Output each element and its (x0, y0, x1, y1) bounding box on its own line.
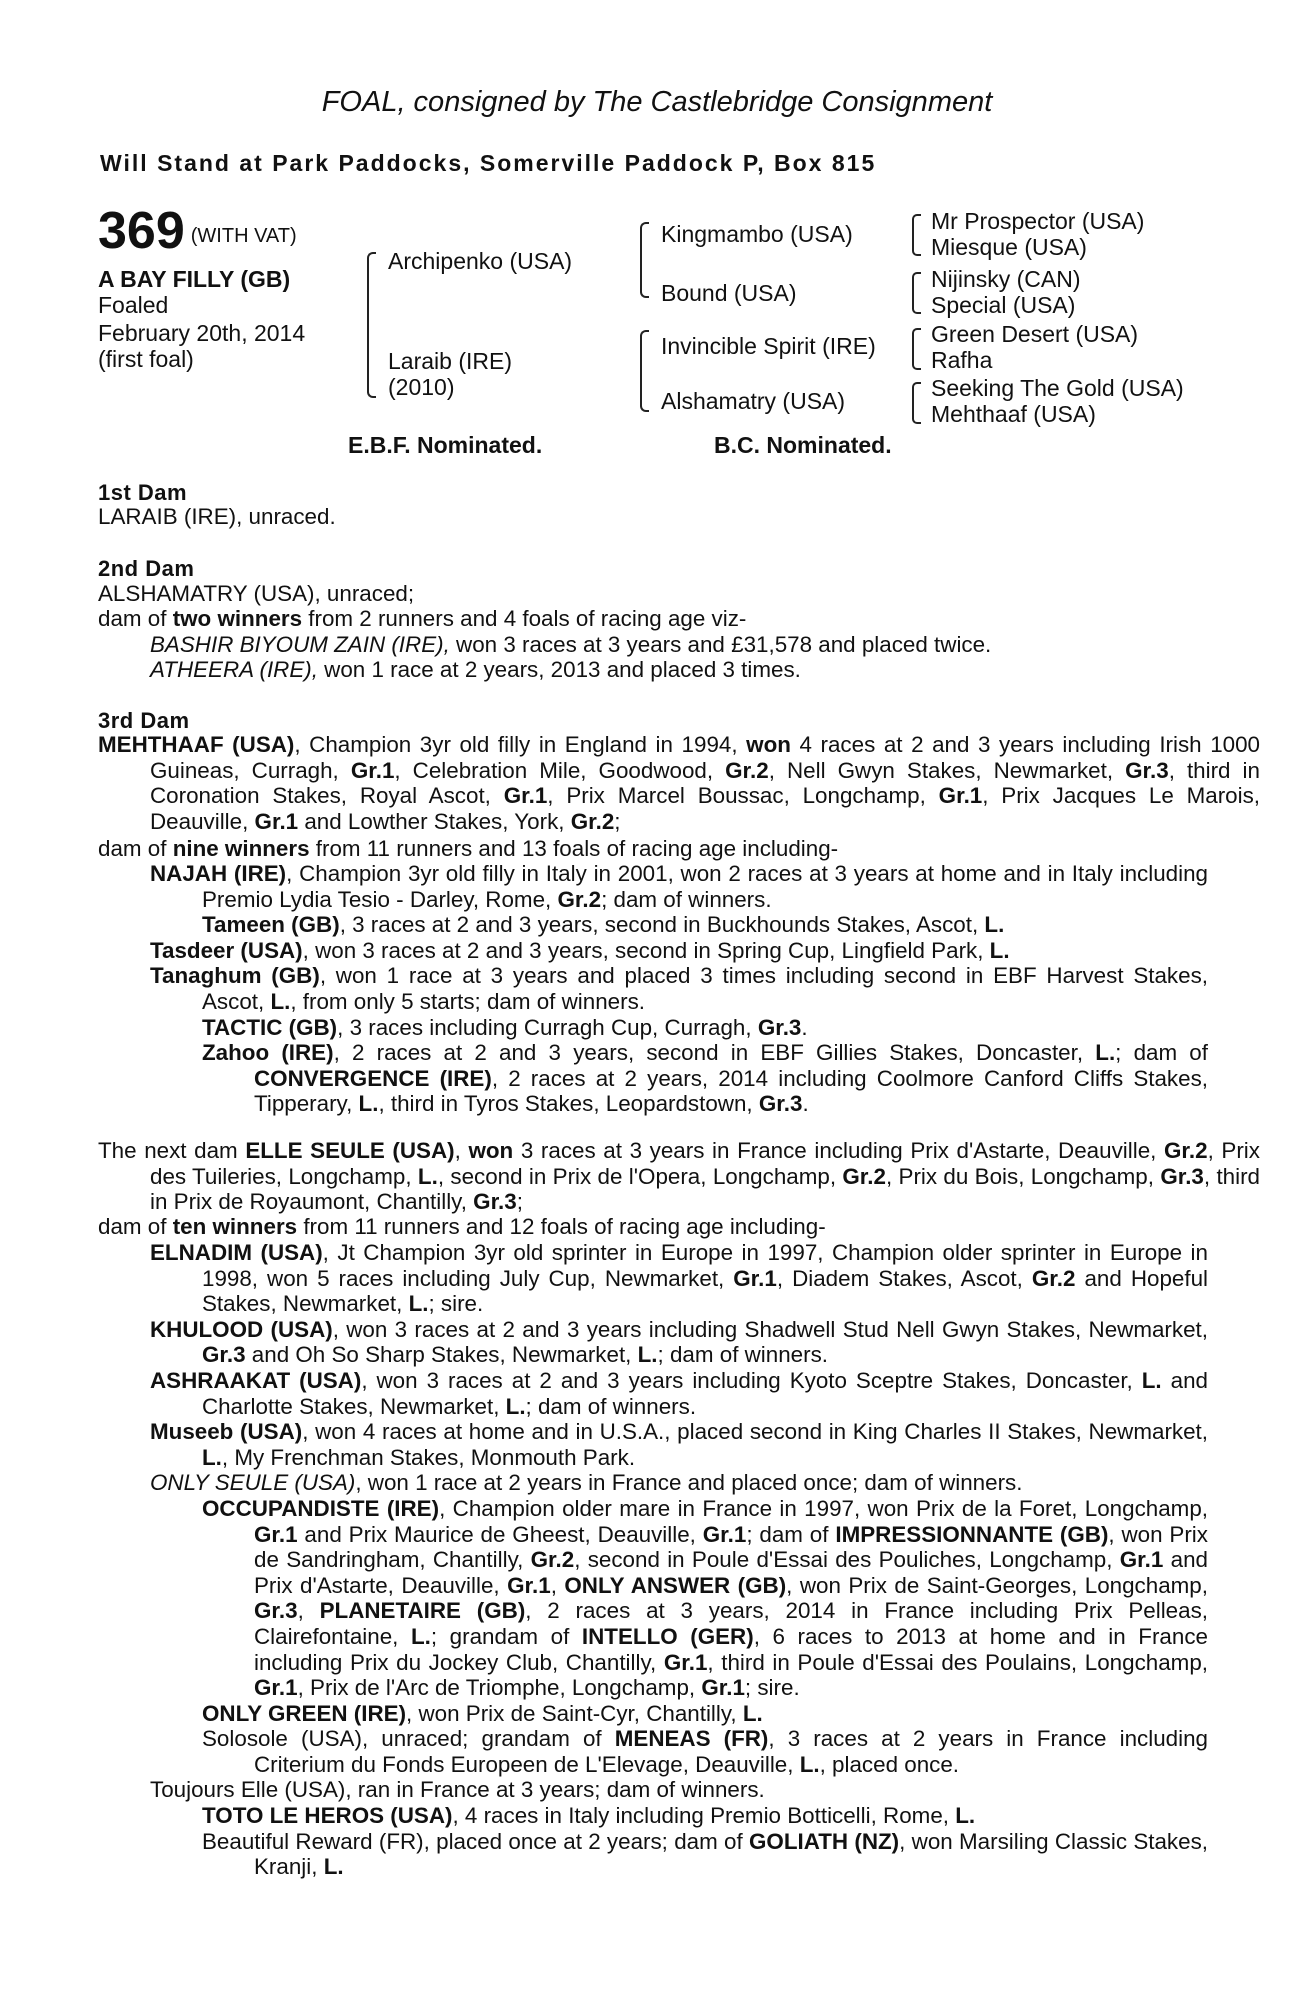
text-run: IMPRESSIONNANTE (GB) (835, 1521, 1109, 1547)
dam3-progeny-0 (98, 861, 1208, 912)
pedigree-gen3-1: Miesque (USA) (931, 234, 1087, 260)
text-run: Gr.3 (1160, 1163, 1204, 1189)
text-run: , 3 races at 2 and 3 years, second in Buckhounds Stakes, Ascot, (339, 912, 985, 938)
text-run: , (297, 1598, 320, 1624)
text-run: ; sire. (428, 1291, 484, 1317)
text-run: Gr.1 (350, 757, 395, 783)
text-run: dam of (98, 836, 173, 861)
text-run: Gr.1 (254, 1521, 298, 1547)
pedigree-sire: Archipenko (USA) (388, 248, 573, 274)
gen3-bracket-3 (912, 328, 921, 370)
text-run: , won Prix de Sandringham, Chantilly, (254, 1521, 1208, 1573)
text-run: Gr.1 (503, 783, 548, 809)
nextdam-progeny-0 (98, 1240, 1208, 1317)
text-run: L. (799, 1751, 820, 1777)
text-run: , Champion 3yr old filly in England in 1994, (294, 732, 747, 757)
text-run: and Prix d'Astarte, Deauville, (254, 1547, 1208, 1598)
text-run: , third in Prix de Royaumont, Chantilly, (150, 1163, 1260, 1215)
text-run: ; dam of (746, 1521, 836, 1547)
text-run: Gr.2 (530, 1547, 575, 1573)
nextdam-progeny-1 (98, 1317, 1208, 1368)
text-run: Gr.1 (702, 1521, 747, 1547)
nextdam-progeny-5 (98, 1496, 1208, 1701)
text-run: Museeb (USA) (150, 1419, 303, 1445)
pedigree-gen3-5: Rafha (931, 347, 993, 373)
sire-dam-bracket (367, 252, 376, 398)
text-run: Gr.1 (938, 783, 983, 809)
text-run: Gr.3 (254, 1598, 298, 1624)
dam3-damof (98, 836, 1208, 862)
text-run: L. (984, 912, 1005, 938)
text-run: , won Marsiling Classic Stakes, Kranji, (254, 1828, 1208, 1880)
dam1-text: LARAIB (IRE), unraced. (98, 504, 336, 529)
foal-note: (first foal) (98, 346, 194, 372)
text-run: Zahoo (IRE) (202, 1040, 334, 1066)
text-run: Solosole (USA), unraced; grandam of (202, 1726, 615, 1752)
text-run: and Lowther Stakes, York, (298, 808, 571, 834)
text-run: , won 4 races at home and in U.S.A., placed second in King Charles II Stakes, Newmarket, (302, 1419, 1208, 1445)
dam3-progeny-1 (98, 912, 1208, 938)
text-run: KHULOOD (USA) (150, 1316, 333, 1342)
text-run: Gr.1 (663, 1649, 708, 1675)
text-run: Gr.3 (202, 1342, 246, 1368)
text-run: ; sire. (744, 1675, 800, 1701)
dam3-heading: 3rd Dam (98, 708, 190, 733)
nextdam-progeny-10 (98, 1829, 1208, 1880)
text-run: TACTIC (GB) (202, 1014, 338, 1040)
text-run: MEHTHAAF (USA) (98, 732, 295, 757)
stand-location: Will Stand at Park Paddocks, Somerville Paddock P, Box 815 (100, 150, 877, 176)
text-run: . (801, 1014, 808, 1040)
text-run: , Prix du Bois, Longchamp, (885, 1163, 1161, 1189)
text-run: Gr.1 (254, 1675, 298, 1701)
text-run: won (746, 732, 791, 757)
foaled-label: Foaled (98, 292, 169, 318)
pedigree-gen3-6: Seeking The Gold (USA) (931, 375, 1184, 401)
text-run: Toujours Elle (USA), ran in France at 3 years; dam of winners. (150, 1777, 765, 1803)
text-run: ASHRAAKAT (USA) (150, 1367, 362, 1393)
text-run: from 11 runners and 12 foals of racing age including- (297, 1214, 826, 1239)
text-run: , second in Prix de l'Opera, Longchamp, (437, 1163, 843, 1189)
lot-number: 369 (98, 202, 185, 260)
text-run: , Jt Champion 3yr old sprinter in Europe in 1997, Champion older sprinter in Europe in 1998, won 5 races including July Cup, Newmarket, (202, 1240, 1208, 1291)
bc-nominated: B.C. Nominated. (714, 432, 892, 458)
text-run: Tasdeer (USA) (150, 937, 303, 963)
text-run: , 2 races at 3 years, 2014 in France including Prix Pelleas, Clairefontaine, (254, 1598, 1208, 1649)
text-run: , won 3 races at 2 and 3 years including Kyoto Sceptre Stakes, Doncaster, (361, 1367, 1142, 1393)
text-run: , 2 races at 2 years, 2014 including Coolmore Canford Cliffs Stakes, Tipperary, (254, 1065, 1208, 1117)
text-run: won (468, 1138, 514, 1163)
text-run: dam of (98, 1214, 173, 1239)
text-run: Gr.1 (507, 1572, 551, 1598)
text-run: , 3 races at 2 years in France including Criterium du Fonds Europeen de L'Elevage, Deauville, (254, 1726, 1208, 1777)
text-run: L. (270, 988, 291, 1014)
text-run: , third in Poule d'Essai des Poulains, Longchamp, (707, 1649, 1208, 1675)
text-run: from 11 runners and 13 foals of racing age including- (309, 836, 839, 861)
text-run: , placed once. (819, 1751, 960, 1777)
pedigree-dam: Laraib (IRE) (388, 348, 512, 374)
text-run: ten winners (172, 1214, 298, 1239)
text-run: , Champion older mare in France in 1997, won Prix de la Foret, Longchamp, (439, 1495, 1208, 1521)
lot-number-row (98, 202, 297, 260)
text-run: , Prix Jacques Le Marois, Deauville, (150, 783, 1260, 834)
text-run: L. (323, 1854, 344, 1880)
text-run: Gr.2 (1031, 1265, 1076, 1291)
text-run: ELNADIM (USA) (150, 1240, 323, 1265)
gen3-bracket-2 (912, 272, 921, 314)
text-run: L. (408, 1291, 429, 1317)
text-run: L. (742, 1700, 763, 1726)
text-run: ELLE SEULE (USA) (245, 1138, 455, 1163)
text-run: OCCUPANDISTE (IRE) (202, 1495, 440, 1521)
text-run: , (454, 1138, 469, 1163)
pedigree-gen2-0: Kingmambo (USA) (661, 221, 853, 247)
text-run: and Hopeful Stakes, Newmarket, (202, 1265, 1209, 1317)
text-run: Gr.2 (842, 1163, 886, 1189)
text-run: The next dam (98, 1138, 246, 1163)
text-run: L. (417, 1163, 438, 1189)
gen3-bracket-1 (912, 214, 921, 256)
dam2-progeny-1-name: BASHIR BIYOUM ZAIN (IRE), (150, 632, 450, 657)
text-run: Gr.2 (557, 886, 602, 912)
text-run: , won 1 race at 2 years in France and placed once; dam of winners. (355, 1470, 1023, 1496)
text-run: . (802, 1091, 809, 1117)
text-run: , Celebration Mile, Goodwood, (394, 757, 726, 783)
text-run: Tameen (GB) (202, 912, 340, 938)
text-run: L. (989, 937, 1010, 963)
text-run: 4 races at 2 and 3 years including Irish 1000 Guineas, Curragh, (150, 732, 1260, 783)
text-run: NAJAH (IRE) (150, 861, 287, 886)
text-run: ; dam of winners. (525, 1393, 697, 1419)
ebf-nominated: E.B.F. Nominated. (348, 432, 543, 458)
text-run: ; grandam of (430, 1623, 582, 1649)
text-run: ; dam of (1115, 1040, 1208, 1066)
dam-parents-bracket (640, 330, 649, 412)
text-run: Gr.1 (733, 1265, 777, 1291)
text-run: , 2 races at 2 and 3 years, second in EBF Gillies Stakes, Doncaster, (333, 1040, 1096, 1066)
text-run: GOLIATH (NZ) (749, 1828, 900, 1854)
dam2-damof: dam of (98, 606, 173, 631)
text-run: ; (516, 1189, 523, 1215)
text-run: ; (614, 808, 621, 834)
text-run: Gr.1 (701, 1675, 745, 1701)
page-title: FOAL, consigned by The Castlebridge Consignment (321, 86, 993, 118)
text-run: L. (1095, 1040, 1116, 1066)
text-run: L. (637, 1342, 658, 1368)
text-run: , from only 5 starts; dam of winners. (290, 988, 646, 1014)
text-run: , Nell Gwyn Stakes, Newmarket, (768, 757, 1126, 783)
text-run: , Prix de l'Arc de Triomphe, Longchamp, (297, 1675, 702, 1701)
text-run: ONLY ANSWER (GB) (564, 1572, 787, 1598)
dam2-runners: from 2 runners and 4 foals of racing age viz- (302, 606, 747, 631)
text-run: , Prix des Tuileries, Longchamp, (150, 1138, 1260, 1189)
text-run: TOTO LE HEROS (USA) (202, 1803, 453, 1829)
dam2-progeny-1 (150, 632, 991, 658)
nextdam-progeny-2 (98, 1368, 1208, 1419)
dam3-main (98, 732, 1260, 834)
text-run: INTELLO (GER) (581, 1623, 754, 1649)
dam2-line2 (98, 606, 746, 632)
text-run: Gr.1 (254, 808, 299, 834)
pedigree-dam-year: (2010) (388, 374, 455, 400)
text-run: , won 3 races at 2 and 3 years including Shadwell Stud Nell Gwyn Stakes, Newmarket, (332, 1316, 1208, 1342)
text-run: , won 3 races at 2 and 3 years, second in Spring Cup, Lingfield Park, (302, 937, 990, 963)
pedigree-gen3-3: Special (USA) (931, 292, 1076, 318)
text-run: , 4 races in Italy including Premio Botticelli, Rome, (452, 1803, 956, 1829)
text-run: ; dam of winners. (657, 1342, 829, 1368)
text-run: , won Prix de Saint-Cyr, Chantilly, (406, 1700, 743, 1726)
text-run: Gr.1 (1119, 1547, 1164, 1573)
text-run: and Oh So Sharp Stakes, Newmarket, (245, 1342, 638, 1368)
text-run: CONVERGENCE (IRE) (254, 1065, 492, 1091)
dam3-progeny-5 (98, 1040, 1208, 1117)
nextdam-progeny-3 (98, 1419, 1208, 1470)
nextdam-progeny-9 (98, 1803, 1208, 1829)
nextdam-progeny-7 (98, 1726, 1208, 1777)
text-run: , (550, 1572, 565, 1598)
text-run: Tanaghum (GB) (150, 963, 320, 989)
dam3-progeny (98, 861, 1208, 1117)
dam3-progeny-3 (98, 963, 1208, 1014)
text-run: L. (505, 1393, 526, 1419)
horse-description: A BAY FILLY (GB) (98, 266, 291, 292)
dam2-progeny-2 (150, 657, 801, 683)
text-run: Gr.3 (473, 1189, 517, 1215)
nextdam-progeny-8 (98, 1777, 1208, 1803)
nextdam-main (98, 1138, 1260, 1215)
pedigree-gen2-3: Alshamatry (USA) (661, 388, 846, 414)
dam2-heading: 2nd Dam (98, 556, 195, 581)
text-run: Gr.3 (1125, 757, 1169, 783)
text-run: , Prix Marcel Boussac, Longchamp, (547, 783, 939, 809)
text-run: nine winners (172, 836, 310, 861)
nextdam-progeny-4 (98, 1470, 1208, 1496)
gen3-bracket-4 (912, 382, 921, 424)
text-run: PLANETAIRE (GB) (319, 1598, 526, 1624)
text-run: L. (202, 1444, 222, 1470)
text-run: Gr.2 (570, 808, 615, 834)
text-run: , third in Coronation Stakes, Royal Ascot, (150, 757, 1260, 809)
pedigree-gen3-0: Mr Prospector (USA) (931, 208, 1145, 234)
text-run: , 6 races to 2013 at home and in France including Prix du Jockey Club, Chantilly, (254, 1623, 1208, 1675)
text-run: L. (1141, 1367, 1162, 1393)
text-run: L. (955, 1803, 976, 1829)
text-run: 3 races at 3 years in France including Prix d'Astarte, Deauville, (513, 1138, 1164, 1163)
sire-parents-bracket (640, 222, 649, 298)
text-run: Gr.2 (1163, 1138, 1208, 1163)
dam2-progeny-1-text: won 3 races at 3 years and £31,578 and placed twice. (449, 632, 992, 657)
text-run: Gr.3 (757, 1014, 802, 1040)
dam3-progeny-4 (98, 1015, 1208, 1041)
pedigree-gen3-2: Nijinsky (CAN) (931, 266, 1081, 292)
nextdam-damof (98, 1214, 1208, 1240)
dam1-heading: 1st Dam (98, 480, 188, 505)
text-run: L. (410, 1623, 431, 1649)
dam3-progeny-2 (98, 938, 1208, 964)
text-run: , Champion 3yr old filly in Italy in 2001, won 2 races at 3 years at home and in Italy including Premio Lydia Tesio - Darley, Rome, (202, 861, 1209, 912)
text-run: ONLY GREEN (IRE) (202, 1700, 407, 1726)
text-run: Gr.3 (758, 1091, 803, 1117)
text-run: and Charlotte Stakes, Newmarket, (202, 1367, 1208, 1419)
dam2-progeny-2-text: won 1 race at 2 years, 2013 and placed 3 times. (317, 657, 801, 682)
text-run: L. (358, 1091, 379, 1117)
pedigree-gen3-7: Mehthaaf (USA) (931, 401, 1096, 427)
nextdam-progeny (98, 1240, 1208, 1880)
text-run: Gr.2 (725, 757, 769, 783)
dam2-line1: ALSHAMATRY (USA), unraced; (98, 581, 415, 606)
text-run: , won Prix de Saint-Georges, Longchamp, (786, 1572, 1208, 1598)
text-run: Beautiful Reward (FR), placed once at 2 years; dam of (202, 1828, 749, 1854)
nextdam-progeny-6 (98, 1701, 1208, 1727)
pedigree-gen3-4: Green Desert (USA) (931, 321, 1139, 347)
text-run: and Prix Maurice de Gheest, Deauville, (297, 1521, 703, 1547)
text-run: , 3 races including Curragh Cup, Curragh, (337, 1014, 758, 1040)
text-run: , Diadem Stakes, Ascot, (776, 1265, 1032, 1291)
text-run: MENEAS (FR) (614, 1726, 769, 1752)
foaled-date: February 20th, 2014 (98, 320, 306, 346)
dam2-winners: two winners (172, 606, 303, 631)
vat-label: (WITH VAT) (190, 225, 297, 247)
pedigree-gen2-1: Bound (USA) (661, 280, 797, 306)
text-run: , won 1 race at 3 years and placed 3 times including second in EBF Harvest Stakes, Ascot, (202, 963, 1208, 1014)
text-run: , third in Tyros Stakes, Leopardstown, (378, 1091, 759, 1117)
text-run: ; dam of winners. (601, 886, 772, 912)
text-run: ONLY SEULE (USA) (150, 1470, 356, 1496)
text-run: , second in Poule d'Essai des Pouliches, Longchamp, (574, 1547, 1120, 1573)
text-run: , My Frenchman Stakes, Monmouth Park. (221, 1444, 636, 1470)
pedigree-gen2-2: Invincible Spirit (IRE) (661, 333, 876, 359)
dam2-progeny-2-name: ATHEERA (IRE), (150, 657, 318, 682)
